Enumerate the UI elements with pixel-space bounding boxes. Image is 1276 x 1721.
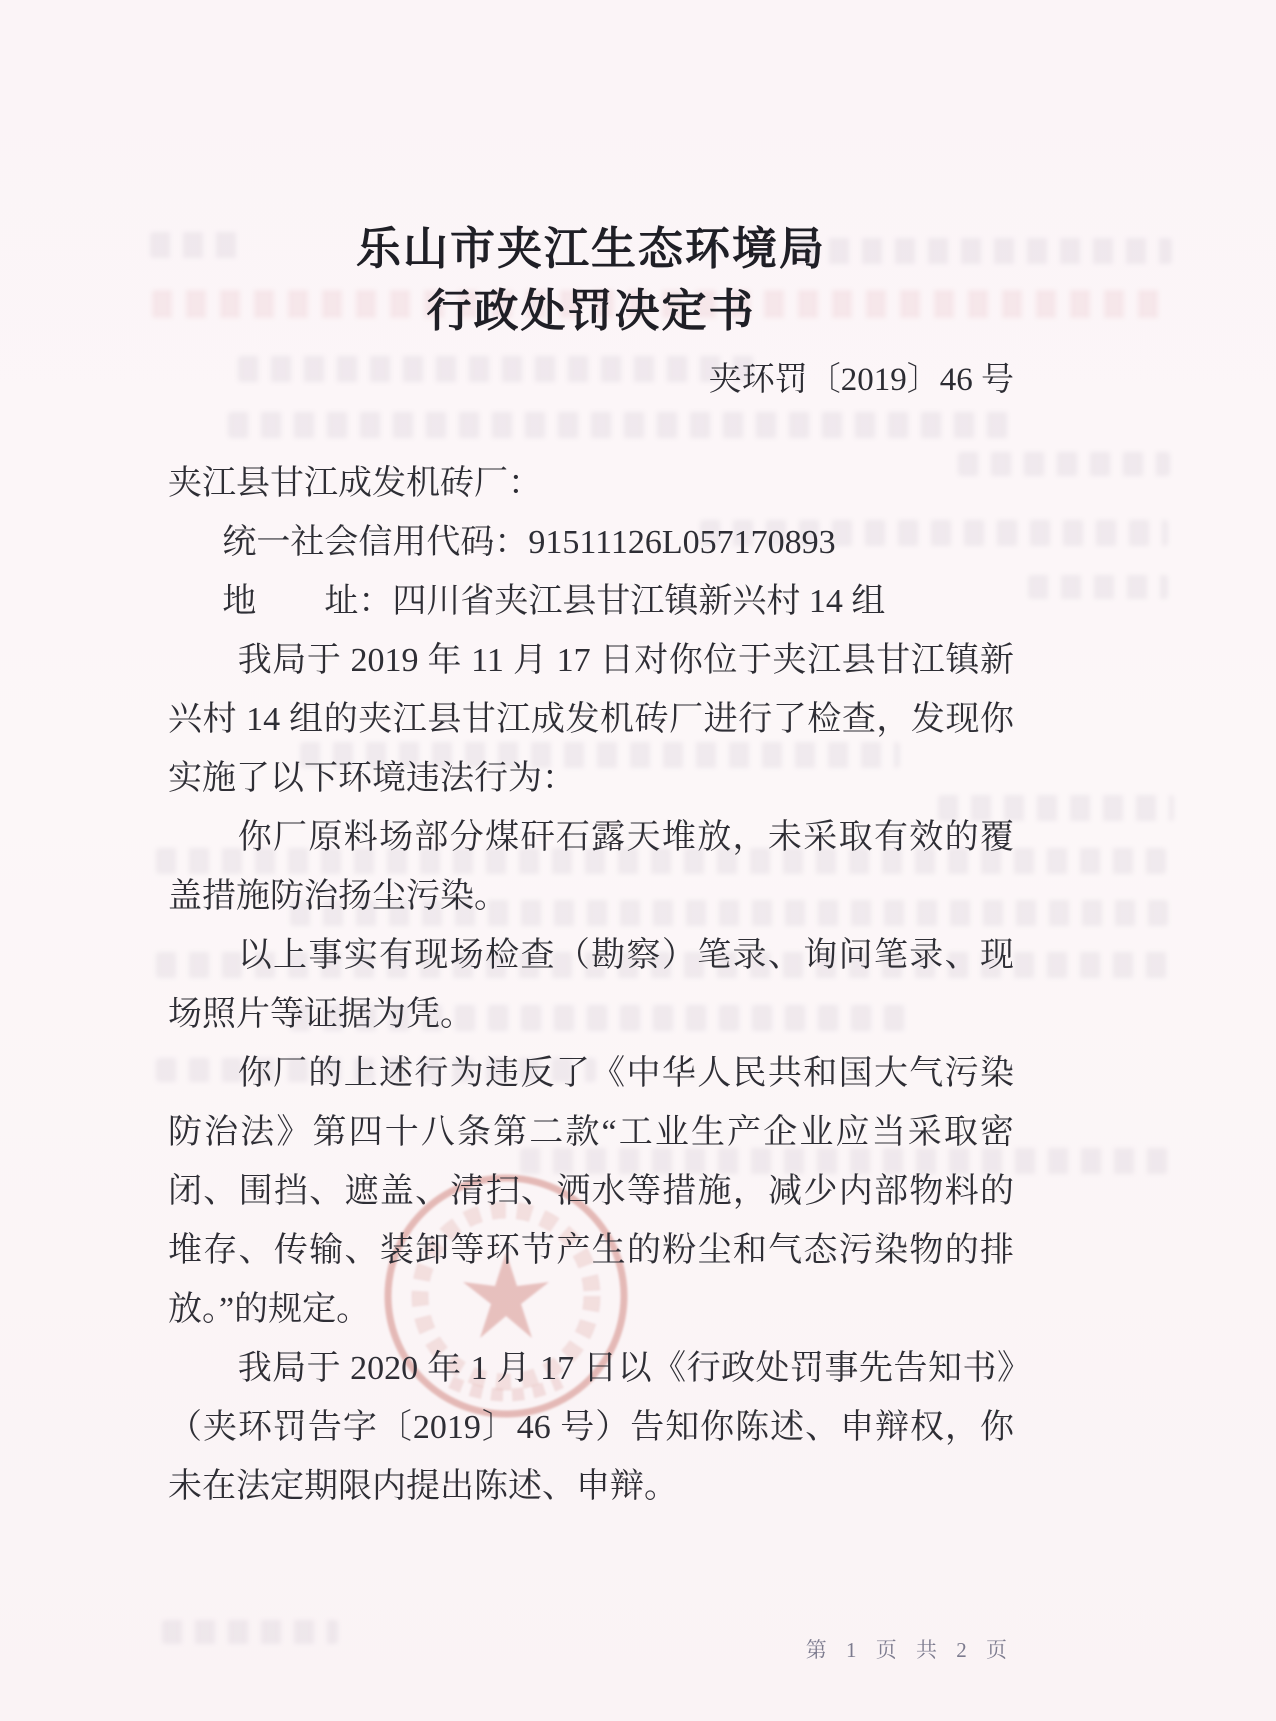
document-body xyxy=(168,454,1014,1516)
title-document-type: 行政处罚决定书 xyxy=(426,286,756,336)
document-title xyxy=(168,218,1014,342)
address-line xyxy=(168,572,1014,631)
paragraph-prior-notice: 我局于 2020 年 1 月 17 日以《行政处罚事先告知书》（夹环罚告字〔2019〕46 号）告知你陈述、申辩权，你未在法定期限内提出陈述、申辩。 xyxy=(168,1350,1014,1505)
address-value: 四川省夹江县甘江镇新兴村 14 组 xyxy=(392,583,886,620)
document-number: 夹环罚〔2019〕46 号 xyxy=(708,362,1014,398)
address-label: 地 址： xyxy=(222,583,393,620)
paragraph-legal-basis: 你厂的上述行为违反了《中华人民共和国大气污染防治法》第四十八条第二款“工业生产企业应当采取密闭、围挡、遮盖、清扫、洒水等措施，减少内部物料的堆存、传输、装卸等环节产生的粉尘和气态污染物的排放。”的规定。 xyxy=(168,1055,1014,1328)
title-agency-name: 乐山市夹江生态环境局 xyxy=(355,224,826,274)
paragraph-inspection-facts: 我局于 2019 年 11 月 17 日对你位于夹江县甘江镇新兴村 14 组的夹江县甘江成发机砖厂进行了检查，发现你实施了以下环境违法行为： xyxy=(168,642,1014,797)
page-number-indicator: 第 1 页 共 2 页 xyxy=(805,1638,1014,1662)
paragraph-violation: 你厂原料场部分煤矸石露天堆放，未采取有效的覆盖措施防治扬尘污染。 xyxy=(168,819,1014,915)
credit-code-line xyxy=(168,513,1014,572)
credit-code-label: 统一社会信用代码： xyxy=(222,524,529,561)
credit-code-value: 91511126L057170893 xyxy=(528,524,836,561)
bleedthrough-artifact xyxy=(1028,575,1168,599)
bleedthrough-artifact xyxy=(162,1620,338,1644)
document-content-column xyxy=(168,0,1014,1516)
paragraph-evidence: 以上事实有现场检查（勘察）笔录、询问笔录、现场照片等证据为凭。 xyxy=(168,937,1014,1033)
recipient-name-line: 夹江县甘江成发机砖厂： xyxy=(168,465,542,502)
